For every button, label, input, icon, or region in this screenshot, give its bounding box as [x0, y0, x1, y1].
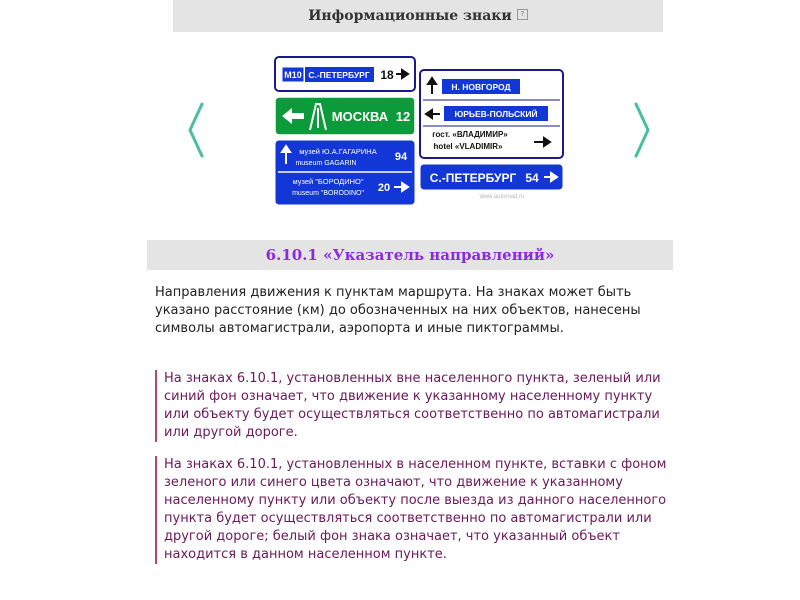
sign-city: МОСКВА	[331, 109, 389, 124]
sign-left	[275, 57, 415, 205]
sign-hotel: гост. «ВЛАДИМИР»	[432, 130, 508, 139]
sign-city: С.-ПЕТЕРБУРГ	[308, 70, 370, 80]
note-inside-settlement: На знаках 6.10.1, установленных в населенном пункте, вставки с фоном зеленого или синего цвета означают, что движение к указанному населенному пункту или объекту после выезда из данного населенного пункта будет осуществляться соответственно по автомагистрали или другой дороге; белый фон знака означает, что указанный объект находится в данном населенном пункте.	[155, 456, 674, 564]
intro-paragraph: Направления движения к пунктам маршрута. На знаках может быть указано расстояние (км) до обозначенных на них объектов, нанесены символы автомагистрали, аэропорта и иные пиктограммы.	[155, 285, 641, 336]
chevron-right-icon[interactable]	[630, 100, 654, 160]
page-header	[173, 0, 663, 32]
sign-distance: 12	[395, 109, 411, 124]
chevron-left-icon[interactable]	[184, 100, 208, 160]
sign-museum: museum GAGARIN	[295, 160, 357, 167]
sign-right	[420, 70, 563, 200]
sign-illustration	[270, 52, 570, 212]
sign-distance: 94	[394, 151, 408, 163]
sign-museum: museum "BORODINO"	[292, 190, 364, 197]
watermark: www.autoroad.ru	[479, 194, 525, 200]
sign-museum: музей Ю.А.ГАГАРИНА	[299, 147, 377, 156]
help-icon[interactable]: ?	[517, 9, 528, 20]
sign-distance: 54	[525, 171, 539, 185]
section-title: 6.10.1 «Указатель направлений»	[265, 246, 555, 264]
sign-hotel: hotel «VLADIMIR»	[433, 142, 503, 151]
sign-distance: 20	[377, 182, 391, 194]
route-badge: M10	[284, 70, 302, 80]
section-header	[147, 240, 673, 270]
sign-city: Н. НОВГОРОД	[451, 82, 511, 92]
page-title: Информационные знаки	[308, 8, 512, 24]
sign-distance: 18	[380, 68, 394, 82]
sign-museum: музей "БОРОДИНО"	[292, 177, 364, 186]
note-outside-settlement: На знаках 6.10.1, установленных вне населенного пункта, зеленый или синий фон означает, что движение к указанному населенному пункту или объекту будет осуществляться соответственно по автомагистрали или другой дороге.	[155, 370, 674, 442]
sign-city: ЮРЬЕВ-ПОЛЬСКИЙ	[454, 109, 538, 119]
sign-city: С.-ПЕТЕРБУРГ	[429, 171, 517, 185]
